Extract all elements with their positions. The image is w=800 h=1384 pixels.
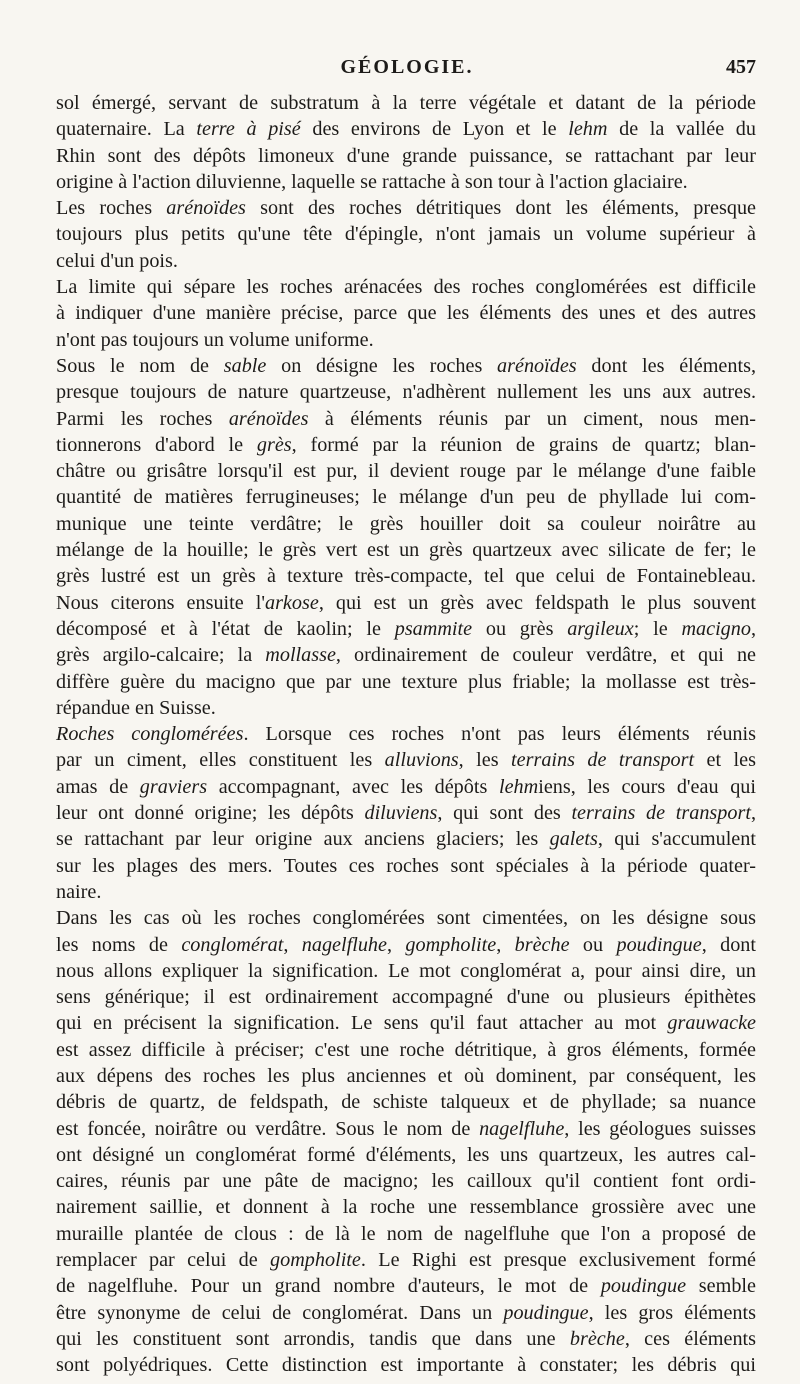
text-line: tionnerons d'abord le grès, formé par la réunion de grains de quartz; blan-	[56, 433, 756, 456]
text-line: quaternaire. La terre à pisé des environs de Lyon et le lehm de la vallée du	[56, 118, 756, 141]
text-line: mélange de la houille; le grès vert est un grès quartzeux avec silicate de fer; le	[56, 539, 756, 562]
text-line: les noms de conglomérat, nagelfluhe, gompholite, brèche ou poudingue, dont	[56, 933, 757, 956]
text-line: munique une teinte verdâtre; le grès houiller doit sa couleur noirâtre au	[56, 512, 756, 535]
text-line: amas de graviers accompagnant, avec les dépôts lehmiens, les cours d'eau qui	[56, 775, 756, 798]
text-line: presque toujours de nature quartzeuse, n'adhèrent nullement les uns aux autres.	[56, 381, 756, 404]
text-line: se rattachant par leur origine aux anciens glaciers; les galets, qui s'accumulent	[56, 828, 756, 851]
running-title: GÉOLOGIE.	[340, 56, 474, 78]
text-line: ont désigné un conglomérat formé d'éléments, les uns quartzeux, les autres cal-	[56, 1143, 756, 1166]
text-line: grès lustré est un grès à texture très-compacte, tel que celui de Fontainebleau.	[56, 565, 756, 588]
text-line: est foncée, noirâtre ou verdâtre. Sous le nom de nagelfluhe, les géologues suisses	[56, 1117, 756, 1140]
text-line: quantité de matières ferrugineuses; le mélange d'un peu de phyllade lui com-	[56, 486, 756, 509]
text-line: La limite qui sépare les roches arénacées des roches conglomérées est difficile	[56, 276, 756, 299]
text-line: répandue en Suisse.	[56, 696, 216, 719]
text-line: châtre ou grisâtre lorsqu'il est pur, il devient rouge par le mélange d'une faible	[56, 460, 756, 483]
text-line: décomposé et à l'état de kaolin; le psammite ou grès argileux; le macigno,	[56, 617, 757, 640]
text-line: Les roches arénoïdes sont des roches détritiques dont les éléments, presque	[56, 197, 757, 220]
text-line: Sous le nom de sable on désigne les roches arénoïdes dont les éléments,	[56, 354, 756, 377]
text-line: sur les plages des mers. Toutes ces roches sont spéciales à la période quater-	[56, 854, 756, 877]
text-line: être synonyme de celui de conglomérat. Dans un poudingue, les gros éléments	[56, 1301, 756, 1324]
text-line: Nous citerons ensuite l'arkose, qui est un grès avec feldspath le plus souvent	[56, 591, 756, 614]
text-line: sol émergé, servant de substratum à la terre végétale et datant de la période	[56, 92, 756, 114]
text-line: grès argilo-calcaire; la mollasse, ordinairement de couleur verdâtre, et qui ne	[56, 644, 756, 667]
text-line: n'ont pas toujours un volume uniforme.	[56, 328, 374, 351]
running-head	[56, 56, 758, 84]
text-line: origine à l'action diluvienne, laquelle se rattache à son tour à l'action glaciaire.	[56, 170, 688, 193]
text-line: qui en précisent la signification. Le sens qu'il faut attacher au mot grauwacke	[56, 1012, 756, 1035]
text-line: nous allons expliquer la signification. Le mot conglomérat a, pour ainsi dire, un	[56, 959, 756, 982]
text-line: à indiquer d'une manière précise, parce que les éléments des unes et des autres	[56, 302, 756, 325]
text-line: toujours plus petits qu'une tête d'épingle, n'ont jamais un volume supérieur à	[56, 223, 756, 246]
page-number: 457	[726, 56, 756, 78]
text-line: par un ciment, elles constituent les alluvions, les terrains de transport et les	[56, 749, 756, 772]
text-line: leur ont donné origine; les dépôts diluviens, qui sont des terrains de transport,	[56, 802, 756, 825]
text-line: nairement saillie, et donnent à la roche une ressemblance grossière avec une	[56, 1196, 756, 1219]
text-line: naire.	[56, 880, 102, 903]
body-text	[56, 90, 756, 1379]
text-line: sens générique; il est ordinairement accompagné d'une ou plusieurs épithètes	[56, 986, 756, 1009]
text-line: muraille plantée de clous : de là le nom de nagelfluhe que l'on a proposé de	[56, 1222, 756, 1245]
text-line: Roches conglomérées. Lorsque ces roches n'ont pas leurs éléments réunis	[56, 723, 756, 746]
text-line: aux dépens des roches les plus anciennes et où dominent, par conséquent, les	[56, 1064, 756, 1087]
text-line: diffère guère du macigno que par une texture plus friable; la mollasse est très-	[56, 670, 756, 693]
text-line: Rhin sont des dépôts limoneux d'une grande puissance, se rattachant par leur	[56, 144, 756, 167]
text-line: remplacer par celui de gompholite. Le Righi est presque exclusivement formé	[56, 1249, 756, 1272]
text-line: Parmi les roches arénoïdes à éléments réunis par un ciment, nous men-	[56, 407, 756, 430]
text-line: caires, réunis par une pâte de macigno; les cailloux qu'il contient font ordi-	[56, 1170, 756, 1193]
text-line: sont polyédriques. Cette distinction est importante à constater; les débris qui	[56, 1354, 756, 1377]
text-line: débris de quartz, de feldspath, de schiste talqueux et de phyllade; sa nuance	[56, 1091, 756, 1114]
text-line: qui les constituent sont arrondis, tandis que dans une brèche, ces éléments	[56, 1327, 757, 1350]
text-line: est assez difficile à préciser; c'est une roche détritique, à gros éléments, formée	[56, 1038, 756, 1061]
text-line: de nagelfluhe. Pour un grand nombre d'auteurs, le mot de poudingue semble	[56, 1275, 756, 1298]
text-line: celui d'un pois.	[56, 249, 178, 272]
text-line: Dans les cas où les roches conglomérées sont cimentées, on les désigne sous	[56, 907, 756, 930]
